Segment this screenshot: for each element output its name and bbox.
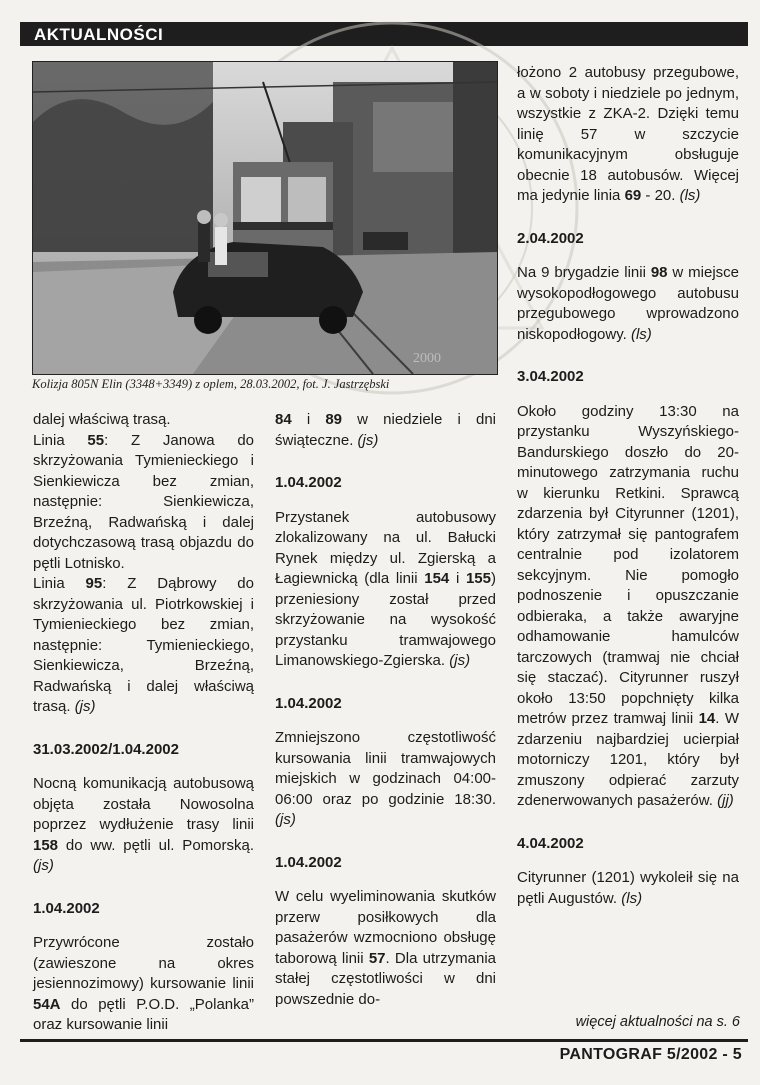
paragraph: Przystanek autobusowy zlokalizowany na ul. Bałucki Rynek między ul. Zgierską a Łagiewnicką (dla linii 154 i 155) przeniesiony został przed skrzyżowanie na wysokość przystanku tramwajowego Limanowskiego-Zgierska. (js) bbox=[275, 508, 496, 669]
date-heading: 1.04.2002 bbox=[275, 694, 342, 712]
photo-caption: Kolizja 805N Elin (3348+3349) z oplem, 28.03.2002, fot. J. Jastrzębski bbox=[32, 377, 390, 391]
paragraph: W celu wyeliminowania skutków przerw posiłkowych dla pasażerów wzmocniono obsługę taborową linii 57. Dla utrzymania stałej częstotliwości w dni powszednie do- bbox=[275, 888, 496, 1008]
paragraph: łożono 2 autobusy przegubowe, a w soboty i niedziele po jednym, wszystkie z ZKA-2. Dzięki temu linię 57 w szczycie komunikacyjnym obsługuje obecnie 18 autobusów. Więcej ma jedynie linia 69 - 20. (ls) bbox=[517, 64, 739, 204]
date-heading: 1.04.2002 bbox=[275, 474, 342, 491]
paragraph: Nocną komunikacją autobusową objęta została Nowosolna poprzez wydłużenie trasy linii 158 do ww. pętli ul. Pomorską. (js) bbox=[33, 775, 254, 874]
date-heading: 1.04.2002 bbox=[33, 899, 100, 917]
paragraph-line-55: Linia 55: Z Janowa do skrzyżowania Tymienieckiego i Sienkiewicza bez zmian, następnie: Sienkiewicza, Brzeźną, Radwańską i dalej dotychczasową trasą objazdu do pętli Lotnisko. bbox=[33, 431, 255, 572]
collision-photo bbox=[32, 61, 498, 375]
date-heading: 31.03.2002/1.04.2002 bbox=[33, 740, 179, 758]
photo-watermark-date: 2000 bbox=[413, 351, 441, 366]
paragraph: 84 i 89 w niedziele i dni świąteczne. (js) bbox=[275, 411, 497, 449]
footer-rule bbox=[20, 1039, 748, 1042]
column-2 bbox=[275, 410, 496, 1010]
paragraph: Około godziny 13:30 na przystanku Wyszyńskiego-Bandurskiego doszło do 20-minutowego zatrzymania ruchu w kierunku Retkini. Sprawcą zdarzenia był Cityrunner (1201), który zatrzymał się pantografem centralnie pod izolatorem sekcyjnym. Nie pomogło podnoszenie i opuszczanie odbieraka, a także awaryjne odhamowanie hamulców tarczowych (tramwaj nie chciał się staczać). Cityrunner ruszył około 13:50 popchnięty kilka metrów przez tramwaj linii 14. W zdarzeniu najbardziej ucierpiał motorniczy 1201, który był zmuszony odpierać zarzuty zdenerwowanych pasażerów. (jj) bbox=[517, 402, 739, 809]
paragraph: Na 9 brygadzie linii 98 w miejsce wysokopodłogowego autobusu przegubowego wprowadzono niskopodłogowy. (ls) bbox=[517, 264, 739, 343]
date-heading: 2.04.2002 bbox=[517, 229, 584, 247]
date-heading: 3.04.2002 bbox=[517, 368, 584, 385]
paragraph: Zmniejszono częstotliwość kursowania linii tramwajowych miejskich w godzinach 04:00-06:00 oraz po godzinie 18:30. (js) bbox=[275, 729, 496, 828]
continued-note: więcej aktualności na s. 6 bbox=[575, 1014, 740, 1030]
paragraph: Cityrunner (1201) wykoleił się na pętli Augustów. (ls) bbox=[517, 869, 739, 907]
photo-illustration bbox=[33, 62, 497, 374]
date-heading: 4.04.2002 bbox=[517, 834, 584, 852]
section-title: AKTUALNOŚCI bbox=[34, 25, 164, 44]
section-header-bar bbox=[20, 22, 748, 46]
page-footer: PANTOGRAF 5/2002 - 5 bbox=[559, 1046, 742, 1063]
paragraph: dalej właściwą trasą. bbox=[33, 411, 171, 428]
paragraph-line-95: Linia 95: Z Dąbrowy do skrzyżowania ul. Piotrkowskiej i Tymienieckiego bez zmian, następnie: Tymienieckiego, Sienkiewicza, Brzeźną, Radwańską i dalej właściwą trasą. (js) bbox=[33, 575, 254, 715]
date-heading: 1.04.2002 bbox=[275, 853, 342, 871]
column-3 bbox=[517, 63, 739, 909]
column-1 bbox=[33, 410, 254, 1036]
paragraph: Przywrócone zostało (zawieszone na okres jesiennozimowy) kursowanie linii 54A do pętli P.O.D. „Polanka” oraz kursowanie linii bbox=[33, 934, 254, 1033]
